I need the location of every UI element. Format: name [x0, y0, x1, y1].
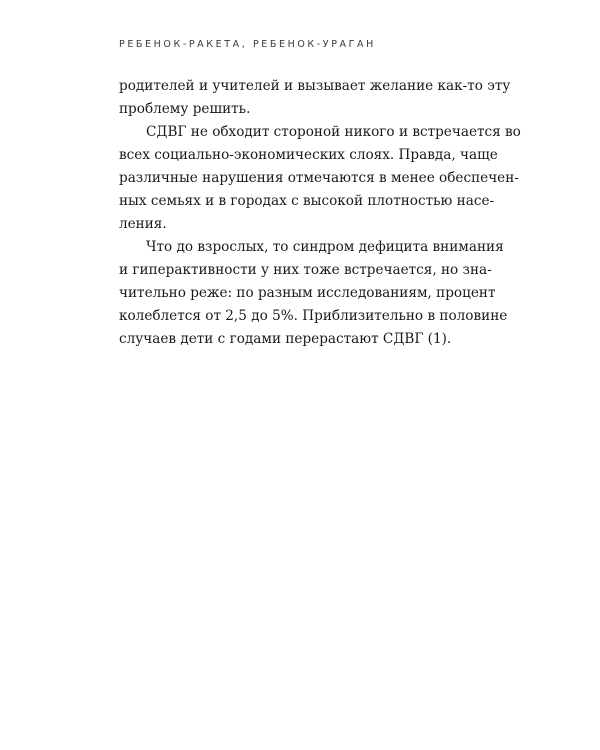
- paragraph: [119, 236, 508, 351]
- text-line: СДВГ не обходит стороной никого и встречается во: [146, 124, 521, 140]
- text-line: колеблется от 2,5 до 5%. Приблизительно в половине: [119, 308, 508, 324]
- text-line: ления.: [119, 216, 167, 232]
- text-line: всех социально-экономических слоях. Правда, чаще: [119, 147, 498, 163]
- paragraph: [119, 121, 521, 236]
- paragraph: [119, 75, 511, 121]
- text-line: ных семьях и в городах с высокой плотностью насе-: [119, 193, 495, 209]
- text-line: различные нарушения отмечаются в менее обеспечен-: [119, 170, 519, 186]
- text-line: чительно реже: по разным исследованиям, процент: [119, 285, 496, 301]
- text-line: родителей и учителей и вызывает желание как-то эту: [119, 78, 511, 94]
- body-text: [119, 75, 521, 351]
- text-line: проблему решить.: [119, 101, 251, 117]
- text-line: и гиперактивности у них тоже встречается, но зна-: [119, 262, 492, 278]
- text-line: случаев дети с годами перерастают СДВГ (1).: [119, 331, 452, 347]
- running-head: РЕБЕНОК-РАКЕТА, РЕБЕНОК-УРАГАН: [119, 39, 376, 50]
- text-line: Что до взрослых, то синдром дефицита внимания: [146, 239, 504, 255]
